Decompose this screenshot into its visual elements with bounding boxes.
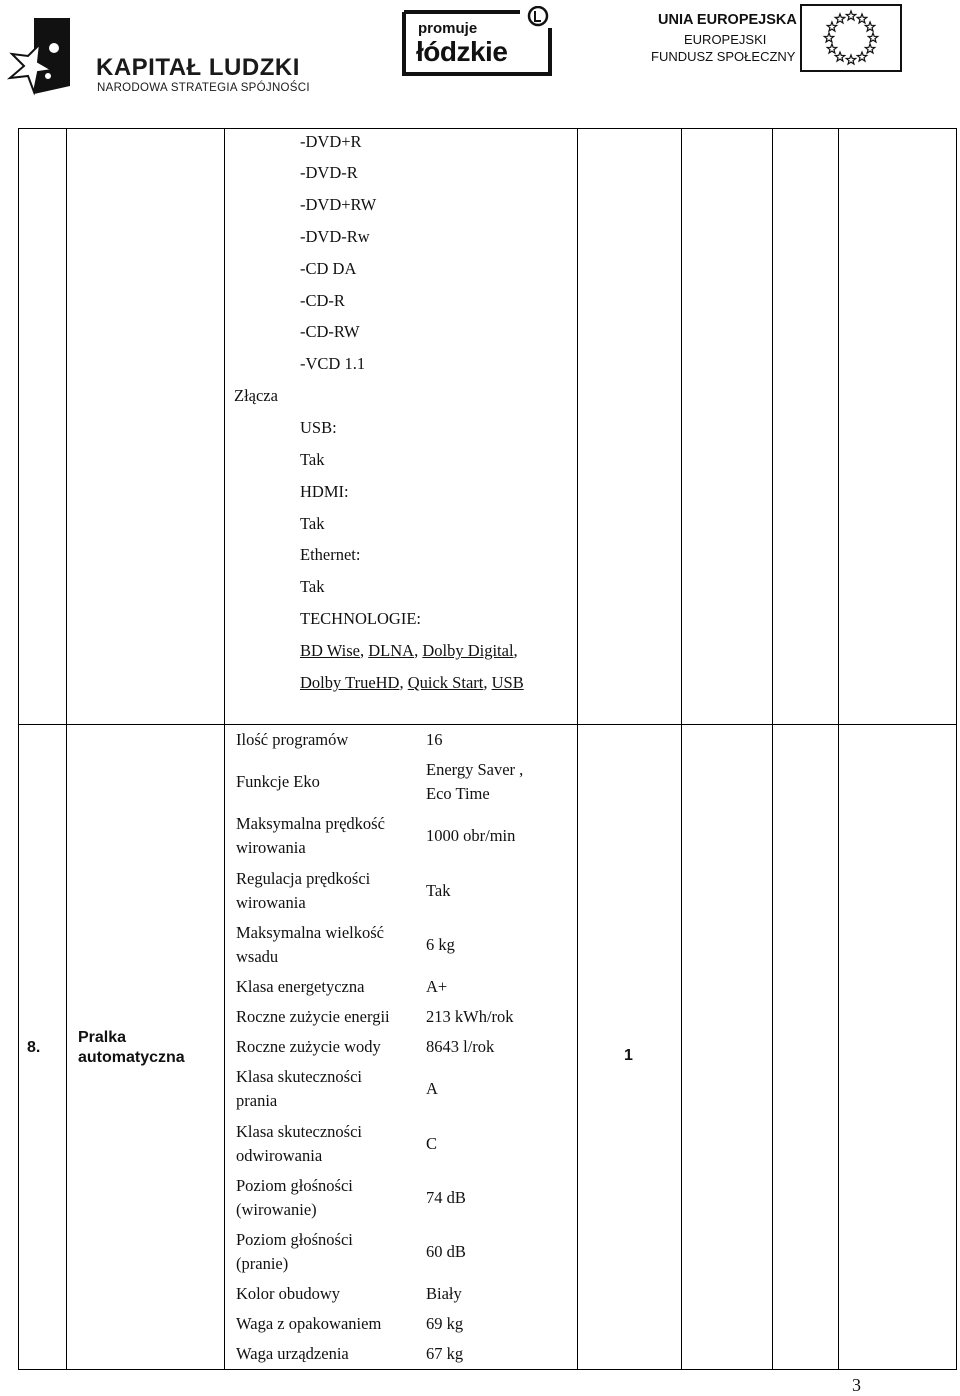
spec-label: wirowania	[236, 838, 306, 857]
technologies-line2	[300, 675, 524, 692]
technologies-line1	[300, 643, 518, 660]
spec-label: prania	[236, 1091, 278, 1110]
table-col-divider	[772, 128, 773, 1370]
kapital-ludzki-logo	[4, 14, 324, 102]
spec-label: (pranie)	[236, 1254, 289, 1273]
tech-link-bd-wise[interactable]: BD Wise	[300, 641, 360, 660]
spec-label: Regulacja prędkości	[236, 869, 371, 888]
spec-label: Poziom głośności	[236, 1176, 353, 1195]
table-border-right	[956, 128, 957, 1370]
tech-separator: ,	[399, 673, 408, 692]
tech-separator: ,	[483, 673, 492, 692]
tech-link-dolby-digital[interactable]: Dolby Digital	[422, 641, 514, 660]
spec-value: A	[426, 1079, 438, 1098]
hdmi-label: HDMI:	[300, 482, 349, 501]
product-name-line2: automatyczna	[78, 1049, 185, 1066]
row-number: 8.	[27, 1039, 41, 1056]
spec-value: C	[426, 1134, 438, 1153]
tech-separator: ,	[414, 641, 423, 660]
table-border-top	[18, 128, 957, 129]
ue-subtitle-line1: EUROPEJSKI	[684, 32, 767, 47]
spec-value: 6 kg	[426, 935, 455, 954]
eu-star-icon	[857, 14, 867, 23]
tech-link-dlna[interactable]: DLNA	[368, 641, 415, 660]
spec-value: Biały	[426, 1284, 462, 1303]
table-border-bottom	[18, 1369, 957, 1370]
product-name-line1: Pralka	[78, 1029, 127, 1046]
spec-label: Ilość programów	[236, 730, 349, 749]
spec-value: 8643 l/rok	[426, 1037, 495, 1056]
spec-label: wirowania	[236, 893, 306, 912]
spec-label: Maksymalna prędkość	[236, 814, 385, 833]
table-col-divider	[66, 128, 67, 1370]
spec-label: Klasa energetyczna	[236, 977, 365, 996]
spec-label: Funkcje Eko	[236, 772, 320, 791]
unia-europejska-logo	[648, 4, 908, 76]
ue-title: UNIA EUROPEJSKA	[658, 12, 797, 28]
format-item: -CD-RW	[300, 322, 360, 341]
eu-star-icon	[827, 44, 837, 53]
spec-label: odwirowania	[236, 1146, 323, 1165]
eu-star-icon	[827, 22, 837, 31]
spec-label: Maksymalna wielkość	[236, 923, 385, 942]
table-row-divider	[18, 724, 957, 725]
spec-label: Kolor obudowy	[236, 1284, 341, 1303]
spec-label: Klasa skuteczności	[236, 1122, 362, 1141]
spec-label: Roczne zużycie energii	[236, 1007, 390, 1026]
spec-value: Energy Saver ,	[426, 760, 524, 779]
hdmi-value: Tak	[300, 514, 325, 533]
tech-link-quick-start[interactable]: Quick Start	[407, 673, 484, 692]
spec-value: 16	[426, 730, 443, 749]
spec-value: Tak	[426, 881, 451, 900]
eu-star-icon	[824, 33, 834, 42]
format-item: -DVD+R	[300, 132, 362, 151]
spec-value: 60 dB	[426, 1242, 466, 1261]
spec-value: 74 dB	[426, 1188, 466, 1207]
eu-star-icon	[835, 14, 845, 23]
spec-label: Poziom głośności	[236, 1230, 353, 1249]
format-item: -DVD+RW	[300, 195, 377, 214]
tech-link-dolby-truehd[interactable]: Dolby TrueHD	[300, 673, 400, 692]
table-col-divider	[838, 128, 839, 1370]
quantity: 1	[624, 1047, 633, 1064]
format-item: -DVD-R	[300, 163, 358, 182]
usb-value: Tak	[300, 450, 325, 469]
table-col-divider	[681, 128, 682, 1370]
spec-value: A+	[426, 977, 448, 996]
spec-label: (wirowanie)	[236, 1200, 317, 1219]
spec-value: 67 kg	[426, 1344, 464, 1363]
eu-star-icon	[846, 55, 856, 64]
spec-value: Eco Time	[426, 784, 490, 803]
page-number: 3	[852, 1375, 861, 1395]
feature-label-zlacza: Złącza	[234, 386, 278, 405]
format-item: -CD-R	[300, 291, 345, 310]
eu-star-icon	[865, 44, 875, 53]
eu-star-icon	[865, 22, 875, 31]
kapital-ludzki-emblem-icon	[4, 14, 92, 102]
spec-value: 69 kg	[426, 1314, 464, 1333]
ue-subtitle-line2: FUNDUSZ SPOŁECZNY	[651, 49, 796, 64]
spec-label: Klasa skuteczności	[236, 1067, 362, 1086]
promuje-text: promuje	[418, 20, 478, 37]
tech-separator: ,	[513, 641, 518, 660]
lodzkie-text: łódzkie	[416, 36, 508, 67]
kapital-ludzki-title: KAPITAŁ LUDZKI	[96, 54, 300, 81]
eu-star-icon	[846, 11, 856, 20]
table-border-left	[18, 128, 19, 1370]
spec-label: Waga z opakowaniem	[236, 1314, 382, 1333]
table-col-divider	[577, 128, 578, 1370]
format-item: -VCD 1.1	[300, 354, 366, 373]
table-col-divider	[224, 128, 225, 1370]
ethernet-label: Ethernet:	[300, 545, 361, 564]
tech-separator: ,	[360, 641, 369, 660]
promuje-lodzkie-logo	[402, 6, 552, 78]
ethernet-value: Tak	[300, 577, 325, 596]
technologies-label: TECHNOLOGIE:	[300, 609, 421, 628]
spec-label: wsadu	[236, 947, 279, 966]
tech-link-usb[interactable]: USB	[491, 673, 524, 692]
format-item: -CD DA	[300, 259, 357, 278]
format-item: -DVD-Rw	[300, 227, 370, 246]
eu-star-icon	[857, 52, 867, 61]
eu-star-icon	[835, 52, 845, 61]
spec-value: 1000 obr/min	[426, 826, 516, 845]
kapital-ludzki-subtitle: NARODOWA STRATEGIA SPÓJNOŚCI	[97, 82, 310, 94]
spec-label: Waga urządzenia	[236, 1344, 349, 1363]
eu-star-icon	[868, 33, 878, 42]
usb-label: USB:	[300, 418, 337, 437]
spec-value: 213 kWh/rok	[426, 1007, 514, 1026]
spec-label: Roczne zużycie wody	[236, 1037, 381, 1056]
eu-flag-icon	[800, 4, 902, 72]
